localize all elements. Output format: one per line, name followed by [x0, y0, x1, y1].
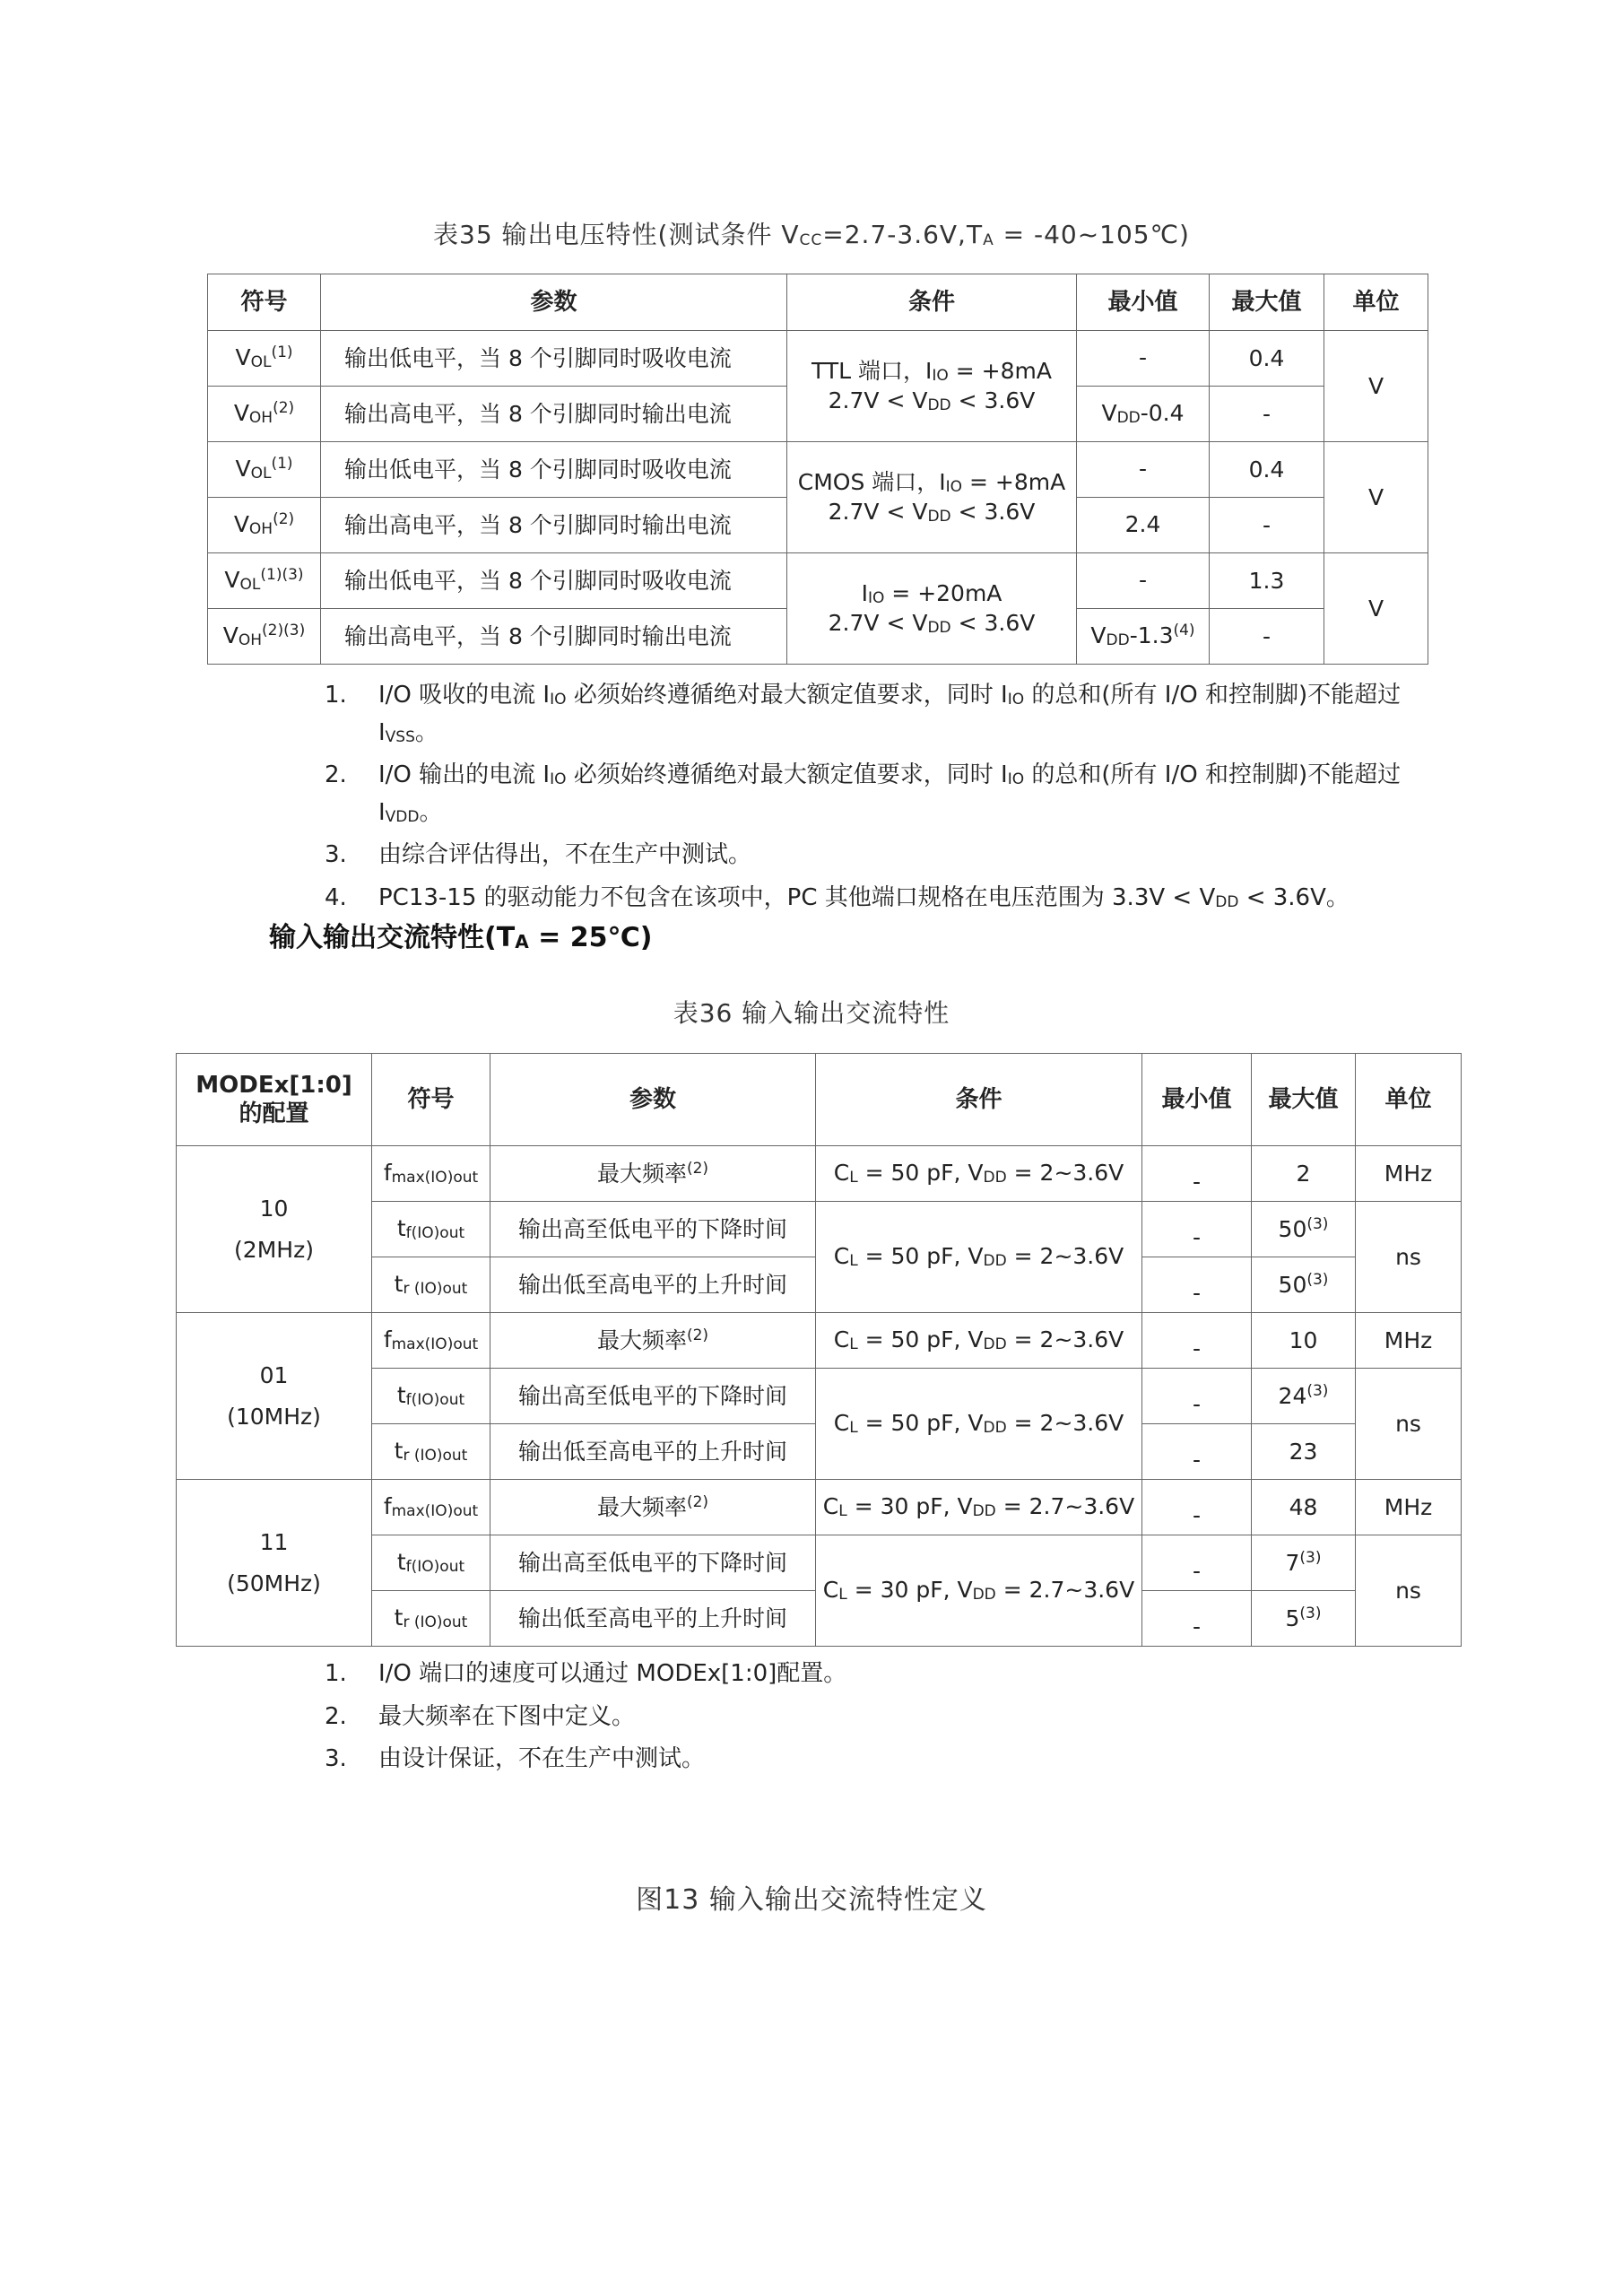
footnote [325, 1741, 1436, 1779]
min-cell [1142, 1480, 1252, 1535]
symbol-cell [208, 553, 321, 609]
max-value: 7 [1285, 1549, 1300, 1576]
min-value: 2.4 [1124, 511, 1161, 538]
header-unit: 单位 [1356, 1054, 1462, 1146]
symbol: t [394, 1438, 404, 1465]
mode-value: 10 [259, 1196, 289, 1222]
footnote [325, 757, 1436, 831]
symbol-sub: r (IO)out [403, 1447, 468, 1465]
condition-text: = +20mA [884, 580, 1002, 607]
condition-line [787, 498, 1076, 526]
symbol-cell [208, 609, 321, 665]
param-cell: 输出低至高电平的上升时间 [490, 1591, 816, 1647]
max-value: 0.4 [1248, 456, 1285, 483]
table36-caption: 表36 输入输出交流特性 [673, 998, 950, 1028]
unit-cell: MHz [1356, 1313, 1462, 1369]
param-text: 最大频率 [596, 1160, 687, 1187]
condition-text: 2.7V < V [828, 387, 928, 413]
condition-text: 2.7V < V [828, 498, 928, 525]
condition-text: < 3.6V [950, 609, 1036, 636]
unit-cell: V [1324, 553, 1428, 665]
param-cell: 输出高至低电平的下降时间 [490, 1369, 816, 1424]
symbol-sub: OH [248, 409, 273, 428]
footnote-number: 2. [325, 761, 347, 789]
symbol-sub: r (IO)out [403, 1280, 468, 1299]
caption-sub: A [983, 231, 994, 249]
header-condition: 条件 [816, 1054, 1142, 1146]
condition-line [787, 609, 1076, 638]
condition-text: C [833, 1243, 850, 1270]
condition-sub: L [849, 1335, 858, 1354]
footnote [325, 880, 1436, 918]
param-cell: 输出高电平，当 8 个引脚同时输出电流 [321, 498, 787, 553]
condition-cell [816, 1369, 1142, 1480]
section-heading [269, 915, 652, 954]
header-mode-line1: MODEx[1:0] [195, 1071, 352, 1099]
param-cell: 输出低电平，当 8 个引脚同时吸收电流 [321, 553, 787, 609]
condition-text: C [822, 1493, 839, 1520]
condition-line [787, 357, 1076, 386]
condition-text: 2.7V < V [828, 609, 928, 636]
footnote-text: PC13-15 的驱动能力不包含在该项中，PC 其他端口规格在电压范围为 3.3V < V [378, 883, 1216, 911]
unit-cell: V [1324, 442, 1428, 553]
unit-cell: ns [1356, 1202, 1462, 1313]
max-value: 10 [1289, 1326, 1318, 1353]
max-cell [1252, 1369, 1356, 1424]
param-sup: (2) [686, 1159, 709, 1178]
footnote-sub: IO [1007, 691, 1025, 709]
min-cell [1142, 1146, 1252, 1202]
param-cell: 输出低电平，当 8 个引脚同时吸收电流 [321, 331, 787, 387]
symbol-sub: OH [248, 520, 273, 539]
min-cell [1077, 553, 1210, 609]
max-value: 23 [1289, 1438, 1318, 1465]
footnote-sub: VSS [385, 727, 415, 746]
mode-cell [177, 1480, 372, 1647]
heading-text: = 25℃) [528, 922, 653, 953]
max-cell [1210, 442, 1324, 498]
min-sup: (4) [1173, 622, 1195, 640]
condition-sub: L [849, 1252, 858, 1271]
table-row [177, 1313, 1462, 1369]
param-cell [490, 1480, 816, 1535]
footnote [325, 837, 1436, 874]
figure13-caption: 图13 输入输出交流特性定义 [636, 1884, 987, 1916]
condition-sub: IO [945, 478, 963, 497]
condition-line [787, 579, 1076, 608]
max-sup: (3) [1299, 1604, 1322, 1622]
mode-desc: (50MHz) [227, 1570, 321, 1596]
max-cell [1252, 1202, 1356, 1257]
footnote-text: 由设计保证，不在生产中测试。 [378, 1745, 706, 1773]
heading-sub: A [515, 931, 529, 952]
condition-cell [816, 1202, 1142, 1313]
symbol: f [383, 1493, 392, 1520]
min-value: - [1138, 344, 1148, 371]
mode-desc: (2MHz) [234, 1236, 314, 1263]
caption-text: =2.7-3.6V,T [822, 220, 984, 249]
condition-line [787, 468, 1076, 497]
footnote [325, 1656, 1436, 1693]
param-cell: 输出低至高电平的上升时间 [490, 1257, 816, 1313]
unit-cell: MHz [1356, 1146, 1462, 1202]
table-row [208, 442, 1428, 498]
max-value: 50 [1278, 1271, 1307, 1298]
condition-cell [787, 442, 1077, 553]
condition-sub: DD [927, 396, 951, 414]
max-value: 5 [1285, 1605, 1300, 1631]
header-min: 最小值 [1077, 274, 1210, 331]
max-cell [1252, 1424, 1356, 1480]
symbol-sup: (1) [271, 455, 293, 474]
symbol-sup: (1) [271, 344, 293, 362]
min-value: V [1090, 622, 1107, 649]
max-cell [1252, 1257, 1356, 1313]
condition-text: I [861, 580, 868, 607]
condition-cell [816, 1535, 1142, 1647]
mode-value: 01 [259, 1362, 289, 1389]
condition-text: C [822, 1577, 839, 1604]
min-cell [1077, 387, 1210, 442]
condition-sub: L [838, 1502, 847, 1521]
heading-text: 输入输出交流特性(T [269, 922, 516, 953]
param-cell: 输出低至高电平的上升时间 [490, 1424, 816, 1480]
table-row [177, 1480, 1462, 1535]
footnote-text: 最大频率在下图中定义。 [378, 1702, 636, 1730]
max-cell [1210, 609, 1324, 665]
symbol: V [235, 456, 251, 483]
param-cell [490, 1313, 816, 1369]
io-ac-characteristics-table [176, 1053, 1462, 1647]
max-sup: (3) [1299, 1548, 1322, 1567]
symbol: V [233, 511, 249, 538]
max-cell [1210, 387, 1324, 442]
condition-sub: DD [983, 1419, 1007, 1438]
condition-sub: L [849, 1169, 858, 1187]
condition-sub: DD [927, 507, 951, 526]
condition-sub: IO [867, 589, 885, 608]
condition-text: < 3.6V [950, 387, 1036, 413]
condition-cell [787, 331, 1077, 442]
footnote-text: 的总和(所有 I/O 和控制脚)不能超过 I [378, 761, 1402, 826]
condition-sub: DD [972, 1586, 996, 1605]
footnote-sub: DD [1215, 892, 1239, 911]
min-cell [1077, 609, 1210, 665]
footnote-text: 的总和(所有 I/O 和控制脚)不能超过 I [378, 682, 1402, 746]
min-value: - [1192, 1279, 1202, 1306]
max-value: - [1262, 400, 1271, 427]
symbol-cell [208, 442, 321, 498]
condition-sub: DD [983, 1335, 1007, 1354]
footnote-text: 。 [419, 798, 443, 826]
symbol: V [235, 344, 251, 371]
condition-sub: L [838, 1586, 847, 1605]
footnote-text: 必须始终遵循绝对最大额定值要求，同时 I [566, 761, 1008, 789]
table35-caption [0, 215, 1623, 251]
min-value: - [1192, 1223, 1202, 1250]
symbol-cell [208, 387, 321, 442]
symbol-cell [372, 1257, 490, 1313]
mode-desc: (10MHz) [227, 1403, 321, 1430]
max-value: 2 [1296, 1160, 1311, 1187]
table-header-row [208, 274, 1428, 331]
footnote [325, 677, 1436, 752]
max-cell [1252, 1591, 1356, 1647]
condition-text: = 50 pF, V [857, 1326, 984, 1353]
header-param: 参数 [321, 274, 787, 331]
table-row [177, 1146, 1462, 1202]
condition-text: CMOS 端口，I [797, 469, 946, 496]
symbol-cell [372, 1480, 490, 1535]
condition-text: = +8mA [962, 469, 1066, 496]
mode-value: 11 [259, 1529, 289, 1556]
header-symbol: 符号 [208, 274, 321, 331]
min-value: - [1192, 1557, 1202, 1584]
condition-sub: L [849, 1419, 858, 1438]
param-cell: 输出高电平，当 8 个引脚同时输出电流 [321, 609, 787, 665]
footnote [325, 1699, 1436, 1736]
symbol-sub: max(IO)out [391, 1169, 479, 1187]
min-value: V [1101, 400, 1117, 427]
min-cell [1142, 1591, 1252, 1647]
condition-text: = 2~3.6V [1006, 1326, 1124, 1353]
symbol: t [396, 1549, 406, 1576]
condition-text: = 2~3.6V [1006, 1243, 1124, 1270]
max-sup: (3) [1306, 1270, 1329, 1289]
footnote-sub: IO [1007, 770, 1025, 789]
symbol-cell [372, 1535, 490, 1591]
param-sup: (2) [686, 1326, 709, 1344]
symbol-cell [208, 331, 321, 387]
max-cell [1252, 1146, 1356, 1202]
max-value: - [1262, 511, 1271, 538]
max-cell [1252, 1480, 1356, 1535]
min-cell [1142, 1424, 1252, 1480]
footnote-text: I/O 吸收的电流 I [378, 682, 551, 709]
symbol-cell [208, 498, 321, 553]
header-condition: 条件 [787, 274, 1077, 331]
symbol: t [396, 1215, 406, 1242]
min-cell [1077, 498, 1210, 553]
param-cell [490, 1146, 816, 1202]
symbol-cell [372, 1313, 490, 1369]
condition-sub: DD [983, 1169, 1007, 1187]
table-header-row [177, 1054, 1462, 1146]
caption-sub: CC [799, 231, 823, 249]
condition-text: C [833, 1410, 850, 1437]
min-value: - [1192, 1501, 1202, 1528]
symbol-sub: OL [239, 576, 261, 595]
symbol: f [383, 1326, 392, 1353]
footnote-sub: IO [550, 770, 567, 789]
min-cell [1077, 442, 1210, 498]
symbol-sub: f(IO)out [405, 1224, 465, 1243]
unit-cell: V [1324, 331, 1428, 442]
unit-cell: ns [1356, 1535, 1462, 1647]
symbol-sub: r (IO)out [403, 1613, 468, 1632]
header-mode [177, 1054, 372, 1146]
output-voltage-table [207, 274, 1428, 665]
condition-text: = 50 pF, V [857, 1410, 984, 1437]
mode-cell [177, 1313, 372, 1480]
condition-text: = 30 pF, V [846, 1493, 973, 1520]
condition-text: C [833, 1160, 850, 1187]
max-cell [1210, 553, 1324, 609]
condition-text: TTL 端口，I [812, 358, 933, 385]
min-cell [1077, 331, 1210, 387]
param-cell: 输出高至低电平的下降时间 [490, 1202, 816, 1257]
condition-text: = 50 pF, V [857, 1160, 984, 1187]
min-value: - [1138, 567, 1148, 594]
min-value: - [1192, 1613, 1202, 1639]
condition-cell [787, 553, 1077, 665]
param-text: 最大频率 [596, 1493, 687, 1520]
min-cell [1142, 1202, 1252, 1257]
footnote-number: 1. [325, 682, 347, 709]
unit-cell: ns [1356, 1369, 1462, 1480]
param-text: 最大频率 [596, 1326, 687, 1353]
caption-text: 表35 输出电压特性(测试条件 V [433, 220, 800, 249]
table-row [208, 553, 1428, 609]
max-value: - [1262, 622, 1271, 649]
footnote-text: I/O 输出的电流 I [378, 761, 551, 789]
symbol-sup: (1)(3) [260, 566, 304, 585]
min-sub: DD [1106, 631, 1130, 650]
caption-text: = -40~105℃) [994, 220, 1190, 249]
mode-cell [177, 1146, 372, 1313]
symbol-sub: OL [250, 353, 272, 372]
condition-cell [816, 1480, 1142, 1535]
condition-text: < 3.6V [950, 498, 1036, 525]
symbol-sub: max(IO)out [391, 1335, 479, 1354]
condition-text: = 30 pF, V [846, 1577, 973, 1604]
symbol: V [224, 567, 240, 594]
header-symbol: 符号 [372, 1054, 490, 1146]
min-value-end: -1.3 [1129, 622, 1174, 649]
header-max: 最大值 [1210, 274, 1324, 331]
max-sup: (3) [1306, 1381, 1329, 1400]
max-value: 24 [1278, 1382, 1307, 1409]
max-cell [1210, 331, 1324, 387]
symbol: f [383, 1160, 392, 1187]
footnote-number: 2. [325, 1702, 347, 1730]
condition-sub: DD [983, 1252, 1007, 1271]
symbol-sub: OL [250, 465, 272, 483]
footnote-text: 。 [414, 718, 438, 746]
min-value: - [1138, 456, 1148, 483]
footnote-text: I/O 端口的速度可以通过 MODEx[1:0]配置。 [378, 1660, 847, 1687]
param-cell: 输出低电平，当 8 个引脚同时吸收电流 [321, 442, 787, 498]
min-value: - [1192, 1168, 1202, 1195]
footnote-text: < 3.6V。 [1238, 883, 1350, 911]
symbol-sub: OH [238, 631, 263, 650]
symbol-sub: f(IO)out [405, 1391, 465, 1410]
min-value: - [1192, 1446, 1202, 1473]
unit-cell: MHz [1356, 1480, 1462, 1535]
max-cell [1252, 1313, 1356, 1369]
condition-text: = 2~3.6V [1006, 1410, 1124, 1437]
min-cell [1142, 1313, 1252, 1369]
condition-line [787, 387, 1076, 415]
condition-text: C [833, 1326, 850, 1353]
symbol: V [222, 622, 239, 649]
min-cell [1142, 1369, 1252, 1424]
min-cell [1142, 1535, 1252, 1591]
max-value: 50 [1278, 1215, 1307, 1242]
min-value-end: -0.4 [1140, 400, 1185, 427]
table36-notes [325, 1656, 1436, 1784]
condition-sub: DD [927, 618, 951, 637]
footnote-text: 必须始终遵循绝对最大额定值要求，同时 I [566, 682, 1008, 709]
footnote-number: 4. [325, 883, 347, 911]
symbol-cell [372, 1202, 490, 1257]
symbol-sup: (2)(3) [262, 622, 306, 640]
param-cell: 输出高电平，当 8 个引脚同时输出电流 [321, 387, 787, 442]
footnote-text: 由综合评估得出，不在生产中测试。 [378, 841, 752, 869]
min-sub: DD [1116, 409, 1141, 428]
symbol-cell [372, 1146, 490, 1202]
condition-text: = +8mA [948, 358, 1052, 385]
symbol-sup: (2) [273, 399, 295, 418]
symbol: V [233, 400, 249, 427]
symbol-cell [372, 1591, 490, 1647]
min-value: - [1192, 1335, 1202, 1361]
table35-notes [325, 677, 1436, 923]
footnote-sub: IO [550, 691, 567, 709]
condition-sub: IO [932, 367, 949, 386]
max-value: 1.3 [1248, 567, 1285, 594]
param-sup: (2) [686, 1492, 709, 1511]
condition-cell [816, 1313, 1142, 1369]
footnote-number: 3. [325, 1745, 347, 1773]
header-max: 最大值 [1252, 1054, 1356, 1146]
param-cell: 输出高至低电平的下降时间 [490, 1535, 816, 1591]
header-unit: 单位 [1324, 274, 1428, 331]
max-value: 0.4 [1248, 344, 1285, 371]
footnote-sub: VDD [385, 807, 420, 826]
max-cell [1210, 498, 1324, 553]
footnote-number: 3. [325, 841, 347, 869]
condition-text: = 2.7~3.6V [995, 1577, 1135, 1604]
max-sup: (3) [1306, 1214, 1329, 1233]
header-param: 参数 [490, 1054, 816, 1146]
min-cell [1142, 1257, 1252, 1313]
condition-text: = 2~3.6V [1006, 1160, 1124, 1187]
condition-cell [816, 1146, 1142, 1202]
header-min: 最小值 [1142, 1054, 1252, 1146]
symbol-sub: f(IO)out [405, 1558, 465, 1577]
condition-sub: DD [972, 1502, 996, 1521]
symbol: t [396, 1382, 406, 1409]
header-mode-line2: 的配置 [239, 1100, 309, 1127]
symbol-cell [372, 1369, 490, 1424]
symbol: t [394, 1605, 404, 1631]
symbol-sub: max(IO)out [391, 1502, 479, 1521]
condition-text: = 50 pF, V [857, 1243, 984, 1270]
symbol-sup: (2) [273, 510, 295, 529]
max-value: 48 [1289, 1493, 1318, 1520]
symbol: t [394, 1271, 404, 1298]
footnote-number: 1. [325, 1660, 347, 1687]
min-value: - [1192, 1390, 1202, 1417]
max-cell [1252, 1535, 1356, 1591]
condition-text: = 2.7~3.6V [995, 1493, 1135, 1520]
table-row [208, 331, 1428, 387]
symbol-cell [372, 1424, 490, 1480]
